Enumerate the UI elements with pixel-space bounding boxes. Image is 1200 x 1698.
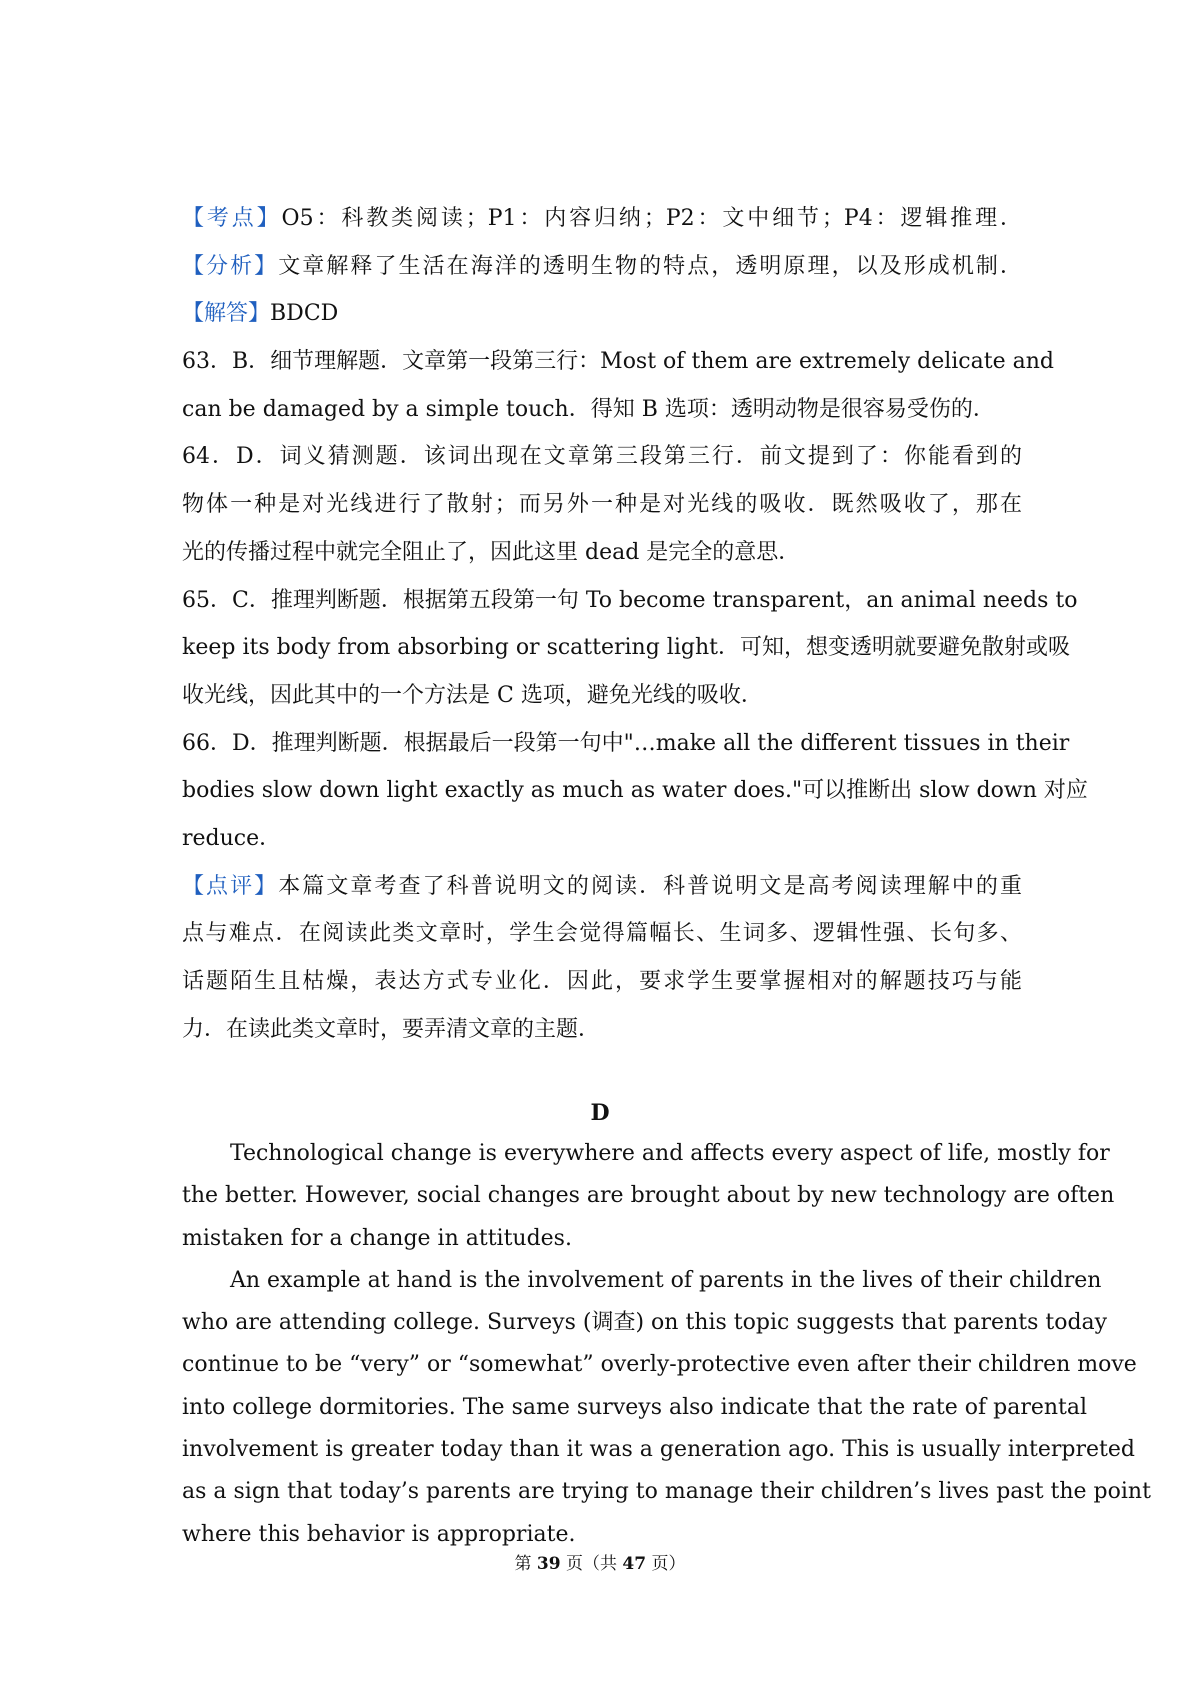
passage-line: involvement is greater today than it was a generation ago. This is usually interpreted [182, 1437, 1135, 1463]
explanation-line: 收光线，因此其中的一个方法是 C 选项，避免光线的吸收． [182, 682, 763, 708]
explanation-line: 63．B．细节理解题．文章第一段第三行：Most of them are extremely delicate and [182, 349, 1054, 375]
answer-analysis-section [182, 195, 1088, 1053]
kaodian-tag: 【考点】 [182, 206, 282, 231]
passage-title: D [590, 1100, 610, 1126]
explanation-line: 64．D．词义猜测题．该词出现在文章第三段第三行．前文提到了：你能看到的 [182, 444, 1022, 470]
passage-line: mistaken for a change in attitudes. [182, 1225, 572, 1251]
reading-passage [182, 1133, 1151, 1556]
jieda-text: BDCD [270, 301, 339, 327]
jieda-tag: 【解答】 [182, 301, 271, 327]
footer-suffix: 页） [651, 1554, 686, 1574]
fenxi-tag: 【分析】 [182, 253, 279, 279]
passage-line: the better. However, social changes are brought about by new technology are often [182, 1183, 1115, 1209]
explanation-line: 光的传播过程中就完全阻止了，因此这里 dead 是完全的意思． [182, 539, 801, 565]
passage-line: An example at hand is the involvement of parents in the lives of their children [230, 1267, 1102, 1293]
page-footer [0, 1552, 1200, 1576]
passage-line: continue to be “very” or “somewhat” overly-protective even after their children move [182, 1352, 1137, 1378]
explanation-line: bodies slow down light exactly as much as water does."可以推断出 slow down 对应 [182, 778, 1088, 804]
jieda-line [182, 290, 1022, 338]
explanation-line: 65．C．推理判断题．根据第五段第一句 To become transparent，an animal needs to [182, 587, 1078, 613]
passage-line: Technological change is everywhere and affects every aspect of life, mostly for [230, 1141, 1110, 1166]
dianping-line [182, 863, 1022, 911]
explanation-line: keep its body from absorbing or scattering light．可知，想变透明就要避免散射或吸 [182, 635, 1070, 661]
current-page-number: 39 [536, 1554, 561, 1574]
kaodian-text: O5：科教类阅读；P1：内容归纳；P2：文中细节；P4：逻辑推理． [281, 206, 1022, 231]
passage-line: where this behavior is appropriate. [182, 1521, 576, 1547]
fenxi-text: 文章解释了生活在海洋的透明生物的特点，透明原理，以及形成机制． [278, 253, 1022, 279]
passage-line: as a sign that today’s parents are trying to manage their children’s lives past the point [182, 1479, 1151, 1505]
total-page-count: 47 [622, 1554, 647, 1574]
explanation-line: 物体一种是对光线进行了散射；而另外一种是对光线的吸收．既然吸收了，那在 [182, 492, 1022, 518]
dianping-line: 点与难点．在阅读此类文章时，学生会觉得篇幅长、生词多、逻辑性强、长句多、 [182, 921, 1022, 947]
dianping-line: 话题陌生且枯燥，表达方式专业化．因此，要求学生要掌握相对的解题技巧与能 [182, 969, 1022, 994]
explanation-line: 66．D．推理判断题．根据最后一段第一句中"…make all the different tissues in their [182, 730, 1070, 756]
kaodian-line [182, 195, 1022, 243]
dianping-line: 力．在读此类文章时，要弄清文章的主题． [182, 1016, 601, 1042]
dianping-tag: 【点评】 [182, 873, 279, 899]
explanation-line: reduce． [182, 825, 282, 851]
passage-line: who are attending college. Surveys (调查) on this topic suggests that parents today [182, 1310, 1108, 1336]
explanation-line: can be damaged by a simple touch．得知 B 选项：透明动物是很容易受伤的． [182, 396, 995, 422]
dianping-text: 本篇文章考查了科普说明文的阅读．科普说明文是高考阅读理解中的重 [278, 873, 1022, 899]
footer-prefix: 第 [514, 1554, 532, 1574]
passage-line: into college dormitories. The same surveys also indicate that the rate of parental [182, 1394, 1088, 1420]
fenxi-line [182, 243, 1022, 291]
footer-middle: 页（共 [566, 1554, 617, 1574]
